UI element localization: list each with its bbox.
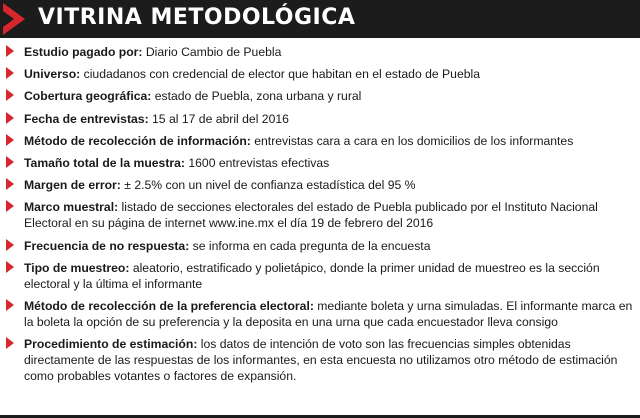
- bullet-arrow-icon: [6, 239, 14, 251]
- header-bar: [0, 0, 640, 38]
- item-value: ± 2.5% con un nivel de confianza estadística del 95 %: [124, 178, 416, 193]
- list-item: [6, 298, 634, 330]
- list-item: [6, 238, 634, 254]
- list-item: [6, 260, 634, 292]
- list-item: [6, 336, 634, 384]
- item-label: Método de recolección de información:: [24, 133, 251, 148]
- bullet-arrow-icon: [6, 261, 14, 273]
- item-value: 15 al 17 de abril del 2016: [152, 111, 289, 126]
- bullet-arrow-icon: [6, 89, 14, 101]
- bullet-arrow-icon: [6, 337, 14, 349]
- bullet-arrow-icon: [6, 200, 14, 212]
- item-label: Método de recolección de la preferencia electoral:: [24, 298, 314, 313]
- bullet-arrow-icon: [6, 134, 14, 146]
- list-item: [6, 66, 634, 82]
- item-value: 1600 entrevistas efectivas: [188, 155, 330, 170]
- item-label: Cobertura geográfica:: [24, 89, 152, 104]
- item-value: los datos de intención de voto son las frecuencias simples obtenidas directamente de las respuestas de los informantes, en esta encuesta no utilizamos otro método de estimación como probables votantes o factores de expansión.: [24, 337, 618, 384]
- item-value: Diario Cambio de Puebla: [145, 45, 282, 59]
- item-label: Margen de error:: [24, 178, 121, 193]
- item-value: listado de secciones electorales del estado de Puebla publicado por el Instituto Nacional Electoral en su página de internet www.ine.mx el día 19 de febrero del 2016: [24, 200, 598, 231]
- item-value: se informa en cada pregunta de la encuesta: [192, 238, 431, 253]
- item-label: Tipo de muestreo:: [24, 260, 130, 275]
- item-label: Procedimiento de estimación:: [24, 337, 198, 352]
- item-label: Frecuencia de no respuesta:: [24, 238, 190, 253]
- item-label: Tamaño total de la muestra:: [24, 155, 185, 170]
- bullet-arrow-icon: [6, 67, 14, 79]
- list-item: [6, 88, 634, 104]
- chevron-cutout: [3, 11, 14, 27]
- methodology-list: [6, 44, 634, 390]
- bullet-arrow-icon: [6, 45, 14, 57]
- list-item: [6, 44, 634, 60]
- list-item: [6, 177, 634, 193]
- list-item: [6, 133, 634, 149]
- bullet-arrow-icon: [6, 178, 14, 190]
- item-label: Fecha de entrevistas:: [24, 111, 149, 126]
- bullet-arrow-icon: [6, 299, 14, 311]
- list-item: [6, 199, 634, 231]
- item-value: ciudadanos con credencial de elector que habitan en el estado de Puebla: [83, 67, 480, 82]
- page-title: VITRINA METODOLÓGICA: [38, 5, 356, 30]
- item-label: Marco muestral:: [24, 200, 119, 215]
- list-item: [6, 155, 634, 171]
- bullet-arrow-icon: [6, 112, 14, 124]
- item-value: aleatorio, estratificado y polietápico, donde la primer unidad de muestreo es la sección electoral y la última el informante: [24, 260, 600, 291]
- bullet-arrow-icon: [6, 156, 14, 168]
- item-value: entrevistas cara a cara en los domicilios de los informantes: [254, 133, 574, 148]
- item-value: estado de Puebla, zona urbana y rural: [154, 89, 362, 104]
- item-value: mediante boleta y urna simuladas. El informante marca en la boleta la opción de su preferencia y la deposita en una urna que cada encuestador lleva consigo: [24, 298, 633, 329]
- item-label: Universo:: [24, 67, 81, 82]
- item-label: Estudio pagado por:: [24, 45, 143, 59]
- list-item: [6, 111, 634, 127]
